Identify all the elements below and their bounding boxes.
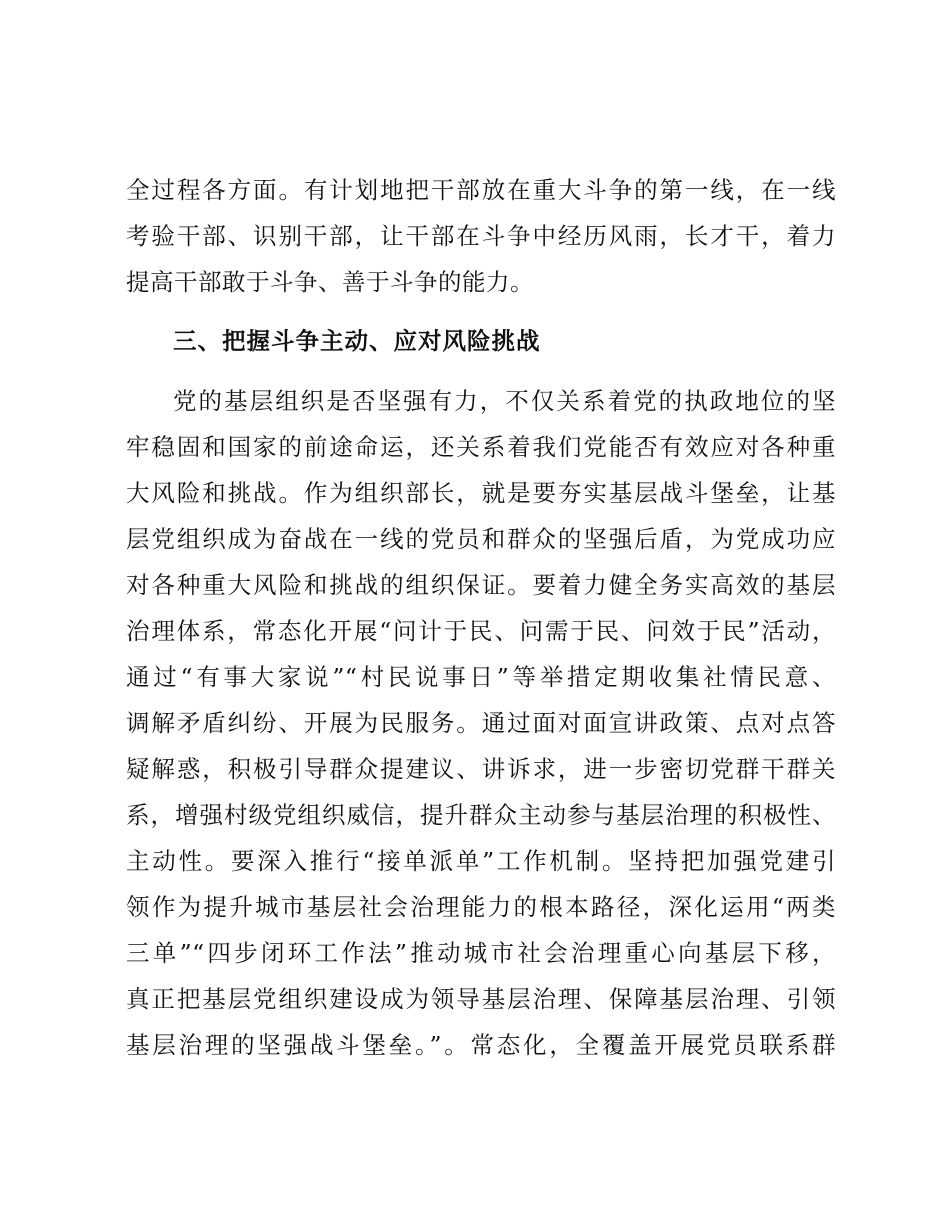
- intro-line-2: 考验干部、识别干部，让干部在斗争中经历风雨，长才干，着力: [126, 222, 836, 250]
- body-line-2: 牢稳固和国家的前途命运，还关系着我们党能否有效应对各种重: [126, 433, 836, 461]
- body-line-3: 大风险和挑战。作为组织部长，就是要夯实基层战斗堡垒，让基: [126, 479, 836, 507]
- body-line-4: 层党组织成为奋战在一线的党员和群众的坚强后盾，为党成功应: [126, 525, 836, 553]
- body-line-9: 疑解惑，积极引导群众提建议、讲诉求，进一步密切党群干群关: [126, 755, 836, 783]
- body-line-10: 系，增强村级党组织威信，提升群众主动参与基层治理的积极性、: [126, 801, 836, 829]
- body-line-11: 主动性。要深入推行“接单派单”工作机制。坚持把加强党建引: [126, 847, 836, 875]
- body-line-6: 治理体系，常态化开展“问计于民、问需于民、问效于民”活动，: [126, 617, 836, 645]
- body-line-5: 对各种重大风险和挑战的组织保证。要着力健全务实高效的基层: [126, 571, 836, 599]
- body-line-7: 通过“有事大家说”“村民说事日”等举措定期收集社情民意、: [126, 663, 836, 691]
- body-line-8: 调解矛盾纠纷、开展为民服务。通过面对面宣讲政策、点对点答: [126, 709, 836, 737]
- section-heading: 三、把握斗争主动、应对风险挑战: [173, 327, 541, 355]
- intro-line-3: 提高干部敢于斗争、善于斗争的能力。: [126, 268, 534, 296]
- intro-line-1: 全过程各方面。有计划地把干部放在重大斗争的第一线，在一线: [126, 176, 836, 204]
- body-line-14: 真正把基层党组织建设成为领导基层治理、保障基层治理、引领: [126, 985, 836, 1013]
- body-line-12: 领作为提升城市基层社会治理能力的根本路径，深化运用“两类: [126, 893, 836, 921]
- body-line-1: 党的基层组织是否坚强有力，不仅关系着党的执政地位的坚: [173, 387, 836, 415]
- body-line-15: 基层治理的坚强战斗堡垒。”。常态化，全覆盖开展党员联系群: [126, 1031, 836, 1059]
- body-line-13: 三单”“四步闭环工作法”推动城市社会治理重心向基层下移，: [126, 939, 836, 967]
